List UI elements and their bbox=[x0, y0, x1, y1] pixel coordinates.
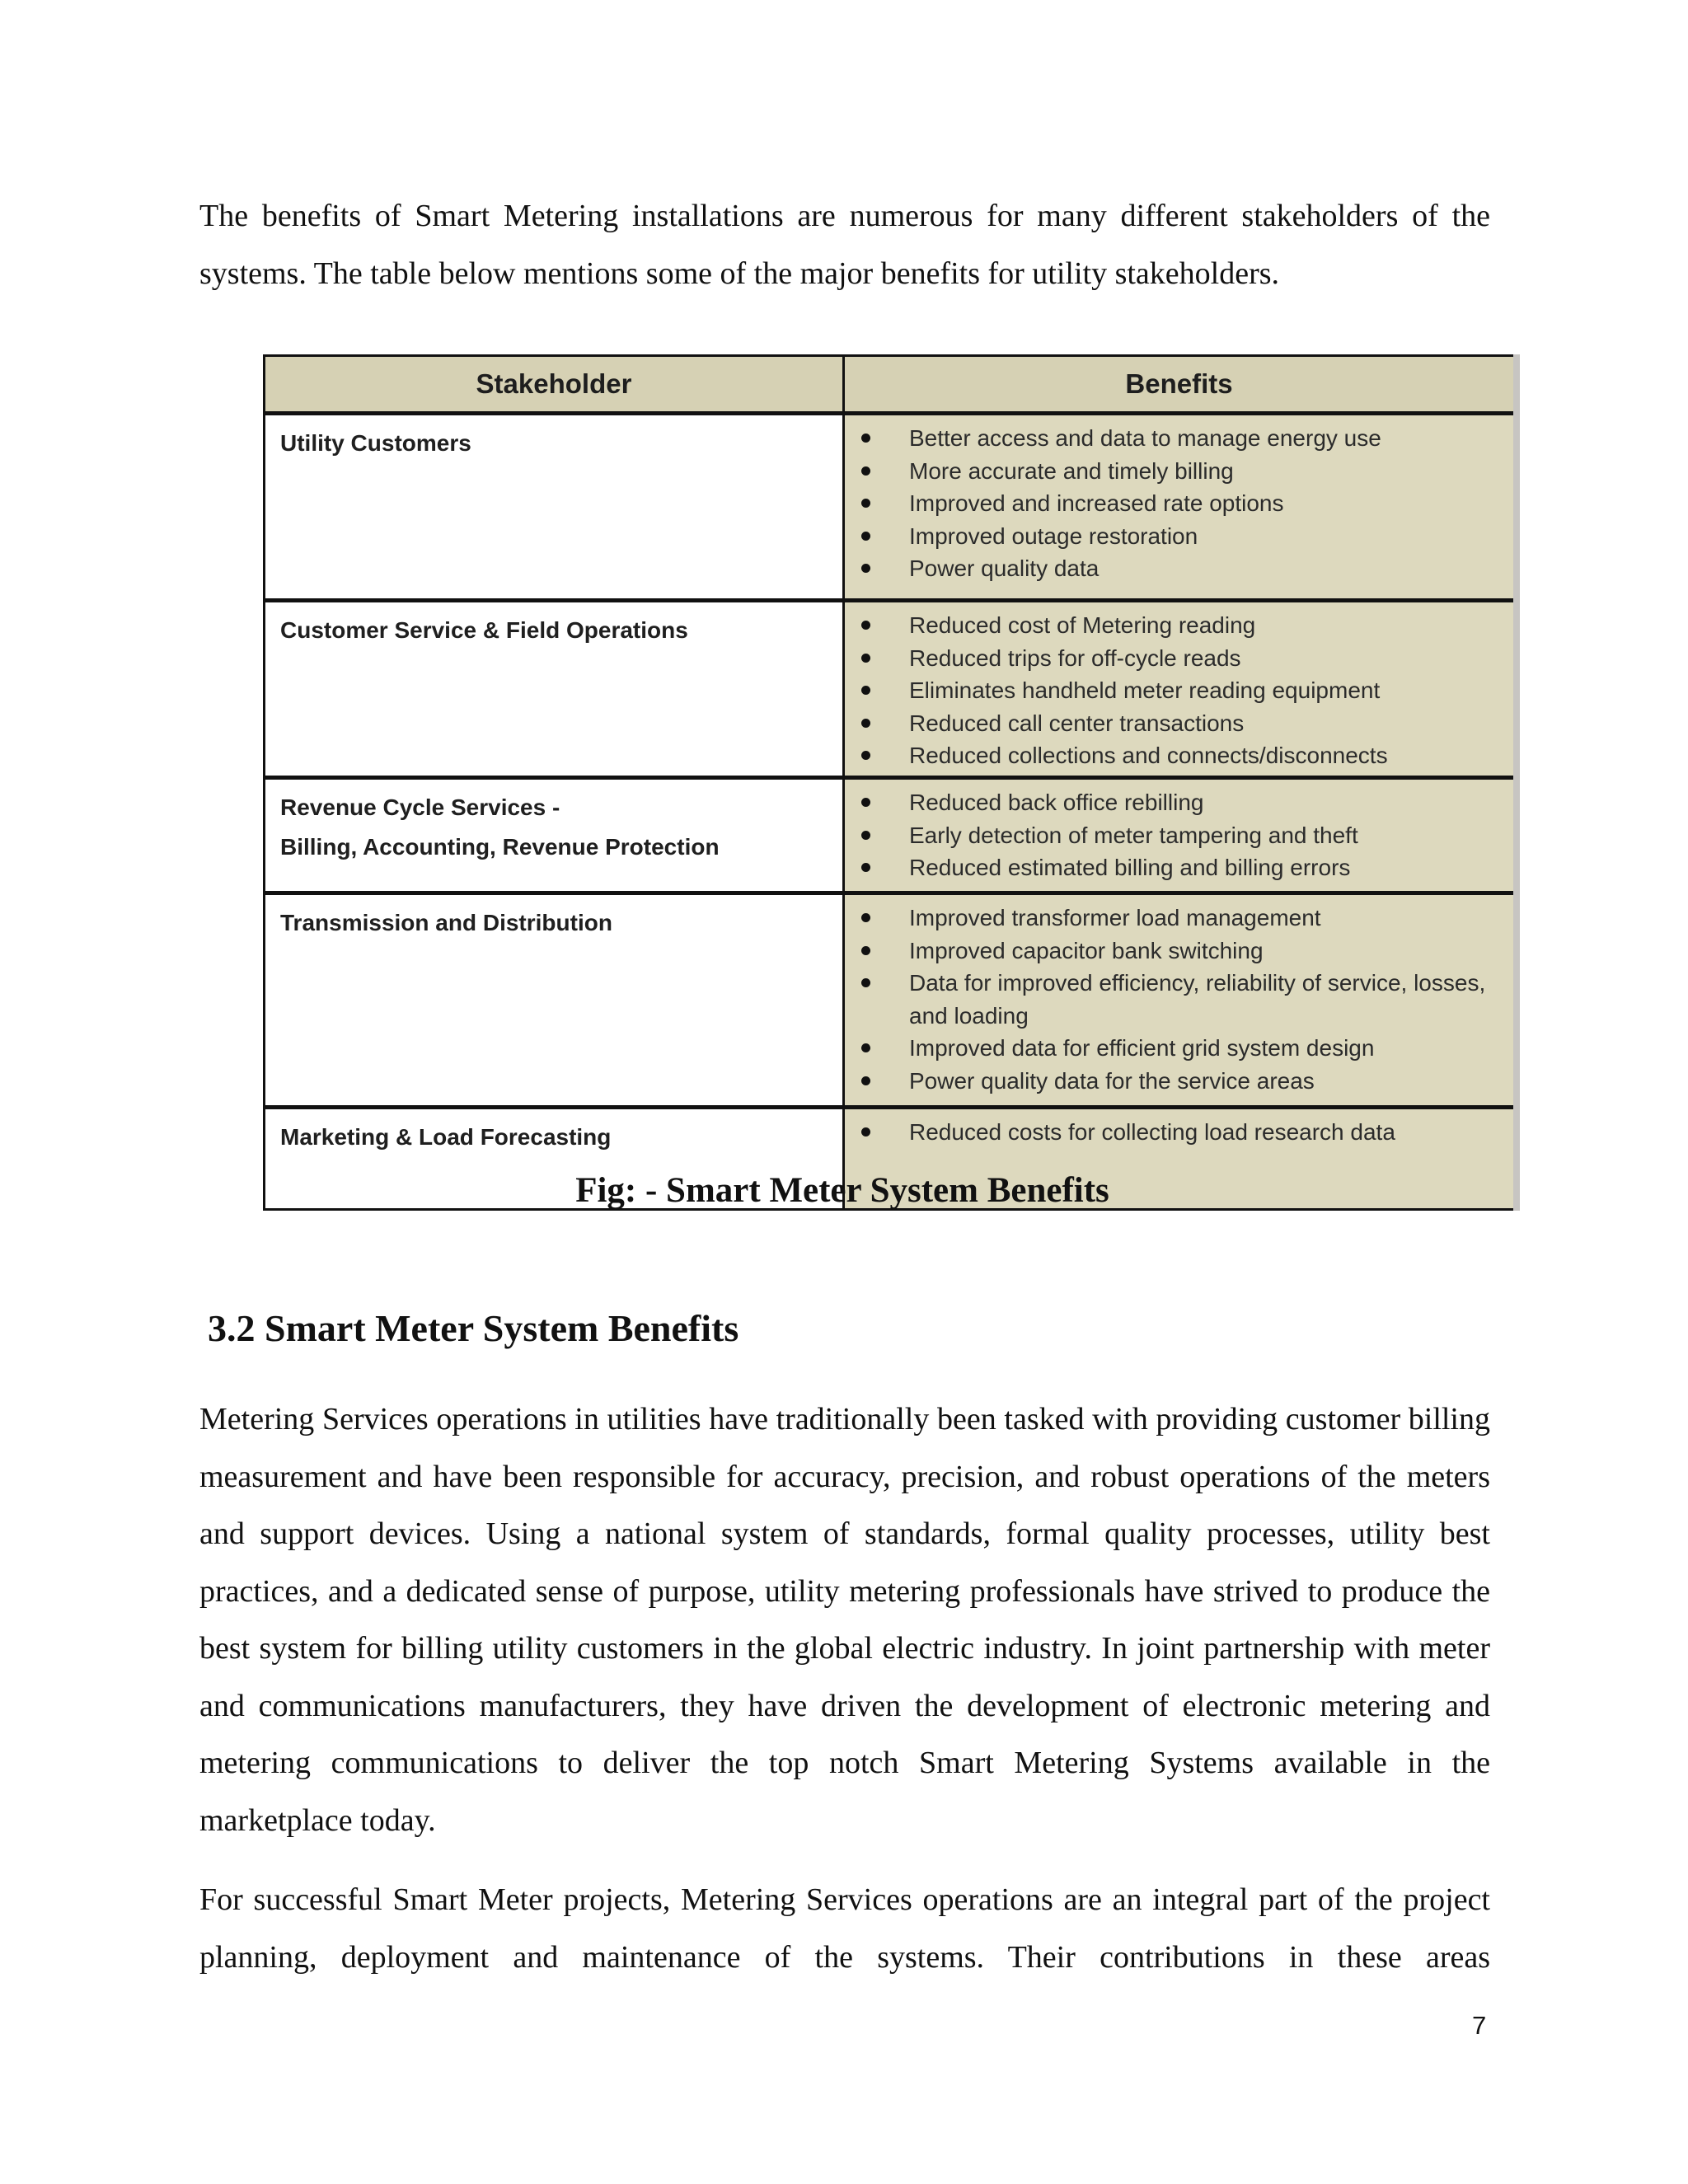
stakeholder-benefits-table bbox=[263, 354, 1520, 1211]
stakeholder-cell bbox=[265, 893, 844, 1108]
benefit-text: Reduced collections and connects/disconnects bbox=[909, 743, 1388, 768]
list-item bbox=[856, 707, 1505, 740]
benefits-list bbox=[856, 422, 1505, 585]
bullet-icon bbox=[861, 863, 870, 872]
stakeholder-line: Utility Customers bbox=[280, 430, 471, 456]
bullet-icon bbox=[861, 499, 870, 508]
list-item bbox=[856, 609, 1505, 642]
list-item bbox=[856, 819, 1505, 852]
benefit-text: More accurate and timely billing bbox=[909, 457, 1234, 484]
section-heading: 3.2 Smart Meter System Benefits bbox=[208, 1307, 739, 1349]
bullet-icon bbox=[861, 1076, 870, 1085]
bullet-icon bbox=[861, 831, 870, 840]
list-item bbox=[856, 739, 1505, 772]
benefit-text: Power quality data bbox=[909, 555, 1100, 581]
bullet-icon bbox=[861, 1127, 870, 1137]
list-item bbox=[856, 674, 1505, 707]
bullet-icon bbox=[861, 978, 870, 987]
stakeholder-line: Marketing & Load Forecasting bbox=[280, 1124, 612, 1150]
stakeholder-cell bbox=[265, 414, 844, 601]
stakeholder-line: Transmission and Distribution bbox=[280, 910, 612, 935]
list-item bbox=[856, 552, 1505, 585]
benefits-list bbox=[856, 1116, 1505, 1149]
benefits-list bbox=[856, 609, 1505, 772]
intro-paragraph: The benefits of Smart Metering installations are numerous for many different stakeholders of the systems. The table below mentions some of the major benefits for utility stakeholders. bbox=[199, 199, 1490, 291]
list-item bbox=[856, 967, 1505, 1032]
benefit-text: Reduced trips for off-cycle reads bbox=[909, 644, 1241, 671]
list-item bbox=[856, 1065, 1505, 1098]
stakeholder-cell bbox=[265, 778, 844, 893]
table-row bbox=[265, 893, 1517, 1108]
list-item bbox=[856, 1116, 1505, 1149]
benefit-text: Reduced costs for collecting load research data bbox=[909, 1119, 1395, 1145]
benefit-text: Improved and increased rate options bbox=[909, 490, 1284, 516]
bullet-icon bbox=[861, 1043, 870, 1052]
list-item bbox=[856, 642, 1505, 675]
benefit-text: Improved transformer load management bbox=[909, 905, 1321, 930]
bullet-icon bbox=[861, 466, 870, 476]
benefit-text: Improved data for efficient grid system design bbox=[909, 1035, 1375, 1061]
benefit-text: Reduced call center transactions bbox=[909, 710, 1245, 736]
benefit-text: Reduced cost of Metering reading bbox=[909, 612, 1256, 638]
benefits-cell bbox=[844, 414, 1517, 601]
bullet-icon bbox=[861, 621, 870, 630]
bullet-icon bbox=[861, 654, 870, 663]
benefit-text: Data for improved efficiency, reliability of service, losses, and loading bbox=[909, 970, 1486, 1029]
benefit-text: Eliminates handheld meter reading equipment bbox=[909, 677, 1381, 703]
table-row bbox=[265, 778, 1517, 893]
benefit-text: Early detection of meter tampering and theft bbox=[909, 822, 1358, 848]
benefit-text: Improved outage restoration bbox=[909, 523, 1198, 549]
stakeholder-line: Revenue Cycle Services - bbox=[280, 794, 560, 820]
table-row bbox=[265, 414, 1517, 601]
benefits-list bbox=[856, 786, 1505, 884]
table-header-row bbox=[265, 356, 1517, 414]
header-stakeholder: Stakeholder bbox=[265, 356, 844, 414]
list-item bbox=[856, 520, 1505, 553]
benefits-cell bbox=[844, 893, 1517, 1108]
figure-caption-text: Fig: - Smart Meter System Benefits bbox=[575, 1171, 1109, 1210]
benefits-cell bbox=[844, 778, 1517, 893]
list-item bbox=[856, 455, 1505, 488]
list-item bbox=[856, 935, 1505, 968]
table-row bbox=[265, 601, 1517, 778]
benefit-text: Power quality data for the service areas bbox=[909, 1067, 1315, 1094]
figure-caption bbox=[0, 1170, 1688, 1211]
header-benefits: Benefits bbox=[844, 356, 1517, 414]
benefit-text: Reduced estimated billing and billing errors bbox=[909, 855, 1351, 880]
bullet-icon bbox=[861, 686, 870, 695]
list-item bbox=[856, 1032, 1505, 1065]
bullet-icon bbox=[861, 946, 870, 955]
list-item bbox=[856, 422, 1505, 455]
list-item bbox=[856, 786, 1505, 819]
stakeholder-cell bbox=[265, 601, 844, 778]
bullet-icon bbox=[861, 719, 870, 728]
bullet-icon bbox=[861, 532, 870, 541]
list-item bbox=[856, 487, 1505, 520]
body-paragraph-2: For successful Smart Meter projects, Metering Services operations are an integral part of the project planning, deployment and maintenance of the systems. Their contributions in these areas bbox=[199, 1882, 1490, 1975]
body-paragraph-1: Metering Services operations in utilities have traditionally been tasked with providing customer billing measurement and have been responsible for accuracy, precision, and robust operations of the meters and support devices. Using a national system of standards, formal quality processes, utility best practices, and a dedicated sense of purpose, utility metering professionals have strived to produce the best system for billing utility customers in the global electric industry. In joint partnership with meter and communications manufacturers, they have driven the development of electronic metering and metering communications to deliver the top notch Smart Metering Systems available in the marketplace today. bbox=[199, 1402, 1490, 1838]
bullet-icon bbox=[861, 564, 870, 573]
list-item bbox=[856, 902, 1505, 935]
stakeholder-line: Customer Service & Field Operations bbox=[280, 617, 688, 643]
benefit-text: Reduced back office rebilling bbox=[909, 790, 1204, 815]
benefit-text: Better access and data to manage energy use bbox=[909, 425, 1381, 451]
benefit-text: Improved capacitor bank switching bbox=[909, 937, 1264, 963]
bullet-icon bbox=[861, 751, 870, 760]
bullet-icon bbox=[861, 913, 870, 922]
bullet-icon bbox=[861, 798, 870, 807]
page-number: 7 bbox=[1472, 2011, 1487, 2040]
list-item bbox=[856, 851, 1505, 884]
benefits-cell bbox=[844, 601, 1517, 778]
stakeholder-line: Billing, Accounting, Revenue Protection bbox=[280, 834, 720, 860]
table-body bbox=[265, 414, 1517, 1210]
benefits-list bbox=[856, 902, 1505, 1097]
bullet-icon bbox=[861, 434, 870, 443]
